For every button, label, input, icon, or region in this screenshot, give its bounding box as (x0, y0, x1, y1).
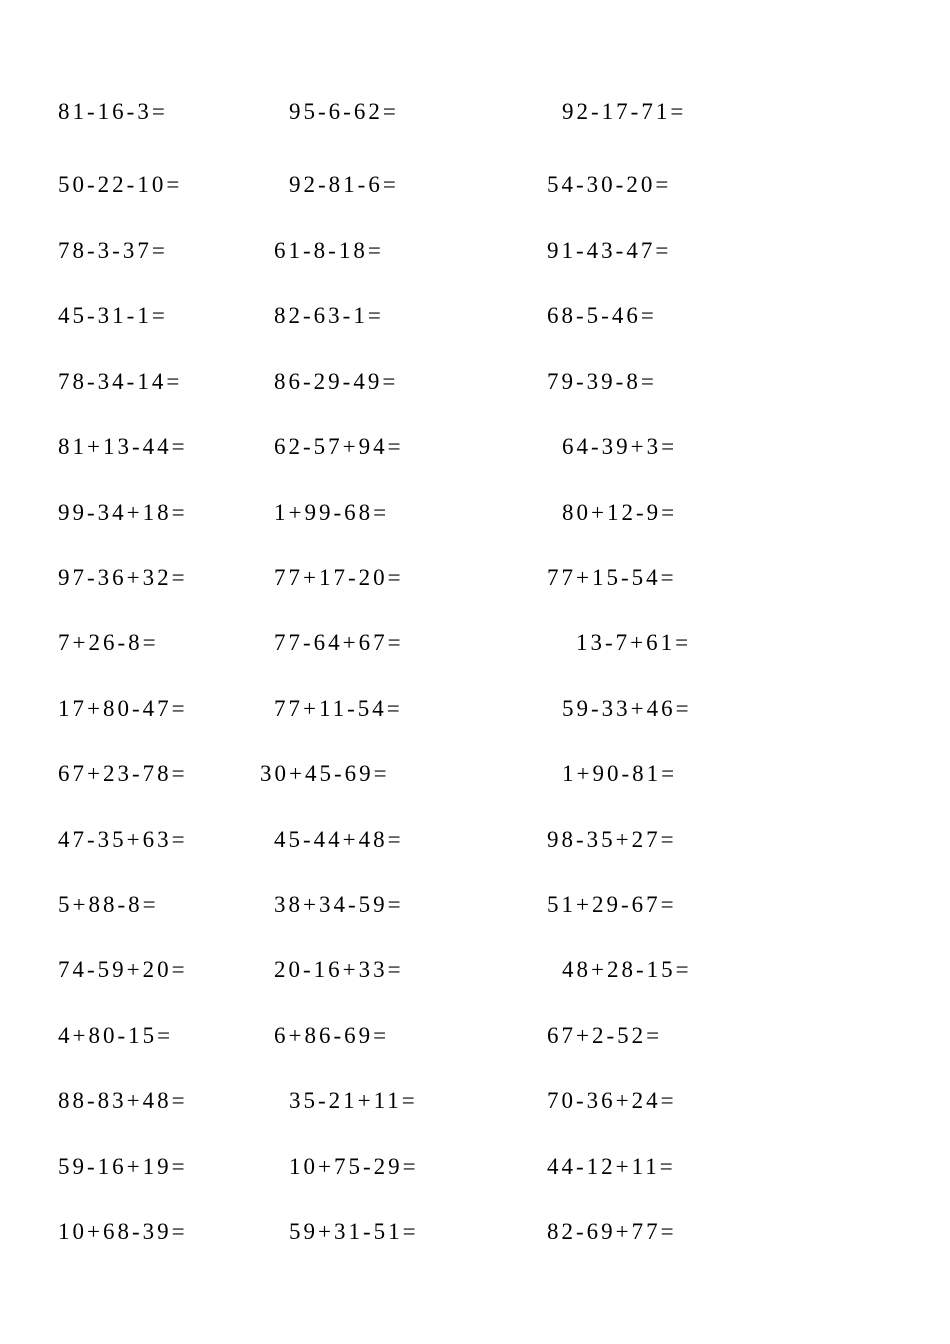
problem: 45-31-1= (58, 303, 168, 328)
problem-row (0, 498, 950, 528)
problem: 62-57+94= (274, 434, 404, 459)
problem-row (0, 1021, 950, 1051)
problem: 77-64+67= (274, 630, 404, 655)
problem: 59-16+19= (58, 1154, 188, 1179)
problem-row (0, 628, 950, 658)
problem: 50-22-10= (58, 172, 183, 197)
problem: 44-12+11= (547, 1154, 676, 1179)
problem: 35-21+11= (289, 1088, 418, 1113)
problem: 45-44+48= (274, 827, 404, 852)
problem: 5+88-8= (58, 892, 159, 917)
problem: 64-39+3= (562, 434, 678, 459)
problem: 59-33+46= (562, 696, 692, 721)
problem: 13-7+61= (576, 630, 692, 655)
problem-row (0, 759, 950, 789)
problem: 81+13-44= (58, 434, 188, 459)
problem: 1+99-68= (274, 500, 390, 525)
problem: 59+31-51= (289, 1219, 419, 1244)
problem-row (0, 236, 950, 266)
problem: 51+29-67= (547, 892, 677, 917)
problem: 47-35+63= (58, 827, 188, 852)
problem: 6+86-69= (274, 1023, 390, 1048)
problem-row (0, 694, 950, 724)
problem-row (0, 301, 950, 331)
problem: 70-36+24= (547, 1088, 677, 1113)
problem: 97-36+32= (58, 565, 188, 590)
problem-row (0, 432, 950, 462)
problem: 17+80-47= (58, 696, 188, 721)
problem: 54-30-20= (547, 172, 672, 197)
problem: 99-34+18= (58, 500, 188, 525)
problem: 68-5-46= (547, 303, 657, 328)
problem-row (0, 1217, 950, 1247)
problem-row (0, 563, 950, 593)
problem: 92-17-71= (562, 99, 687, 124)
problem-row (0, 890, 950, 920)
problem: 67+23-78= (58, 761, 188, 786)
problem: 4+80-15= (58, 1023, 174, 1048)
problem: 20-16+33= (274, 957, 404, 982)
problem: 79-39-8= (547, 369, 657, 394)
problem: 7+26-8= (58, 630, 159, 655)
problem: 10+75-29= (289, 1154, 419, 1179)
problem-row (0, 1086, 950, 1116)
problem: 82-63-1= (274, 303, 384, 328)
problem: 1+90-81= (562, 761, 678, 786)
problem: 78-34-14= (58, 369, 183, 394)
problem: 78-3-37= (58, 238, 168, 263)
problem: 80+12-9= (562, 500, 678, 525)
problem: 10+68-39= (58, 1219, 188, 1244)
problem: 82-69+77= (547, 1219, 677, 1244)
problem: 67+2-52= (547, 1023, 663, 1048)
problem: 91-43-47= (547, 238, 672, 263)
problem: 77+15-54= (547, 565, 677, 590)
problem: 92-81-6= (289, 172, 399, 197)
problem: 74-59+20= (58, 957, 188, 982)
problem: 77+11-54= (274, 696, 403, 721)
problem-row (0, 97, 950, 127)
problem-row (0, 1152, 950, 1182)
problem-row (0, 825, 950, 855)
problem: 77+17-20= (274, 565, 404, 590)
problem: 48+28-15= (562, 957, 692, 982)
problem: 95-6-62= (289, 99, 399, 124)
problem: 30+45-69= (260, 761, 390, 786)
problem-row (0, 170, 950, 200)
problem-row (0, 955, 950, 985)
problem: 98-35+27= (547, 827, 677, 852)
problem: 81-16-3= (58, 99, 168, 124)
problem: 61-8-18= (274, 238, 384, 263)
problem: 38+34-59= (274, 892, 404, 917)
problem: 86-29-49= (274, 369, 399, 394)
problem-row (0, 367, 950, 397)
problem: 88-83+48= (58, 1088, 188, 1113)
